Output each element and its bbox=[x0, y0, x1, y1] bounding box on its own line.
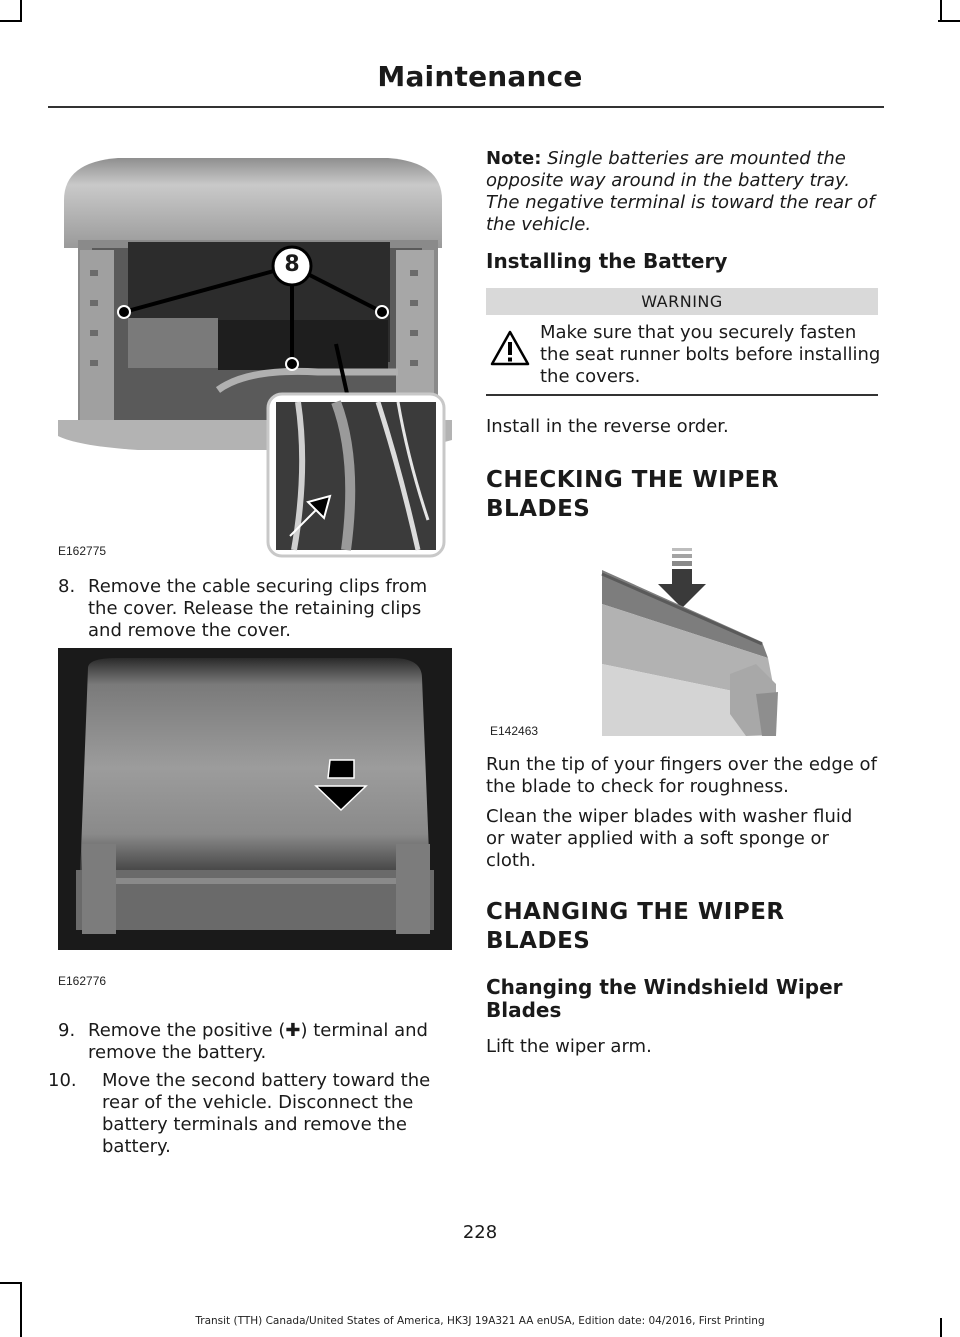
crop-mark bbox=[0, 20, 22, 22]
warning-rule bbox=[486, 394, 878, 396]
step-8 bbox=[58, 576, 450, 646]
install-text: Install in the reverse order. bbox=[486, 416, 729, 437]
crop-mark bbox=[20, 0, 22, 22]
step-number: 8. bbox=[58, 576, 76, 597]
warning-label: WARNING bbox=[486, 288, 878, 315]
step-number: 10. bbox=[48, 1070, 77, 1091]
windshield-heading: Changing the Windshield Wiper Blades bbox=[486, 975, 843, 1022]
step-number: 9. bbox=[58, 1020, 76, 1041]
warning-text: Make sure that you securely fasten the seat runner bolts before installing the covers. bbox=[540, 322, 881, 387]
figure-code: E142463 bbox=[490, 724, 539, 738]
crop-mark bbox=[938, 20, 960, 22]
note bbox=[486, 148, 882, 236]
step-9 bbox=[58, 1020, 450, 1066]
header-rule bbox=[48, 106, 884, 108]
battery-tray-figure bbox=[58, 140, 452, 560]
note-label: Note: bbox=[486, 148, 542, 169]
step-text: Move the second battery toward the rear of the vehicle. Disconnect the battery terminals and remove the battery. bbox=[102, 1070, 431, 1157]
step-10 bbox=[48, 1070, 450, 1162]
check-text-1: Run the tip of your fingers over the edge of the blade to check for roughness. bbox=[486, 754, 877, 797]
step-text: Remove the positive (✚) terminal and remove the battery. bbox=[88, 1020, 428, 1063]
checking-heading-line1: CHECKING THE WIPER bbox=[486, 467, 780, 493]
changing-heading-line2: BLADES bbox=[486, 928, 591, 954]
crop-mark bbox=[940, 0, 942, 22]
page-number: 228 bbox=[462, 1222, 498, 1243]
seat-cover-figure bbox=[58, 648, 452, 988]
changing-heading-line1: CHANGING THE WIPER bbox=[486, 899, 785, 925]
figure-code: E162775 bbox=[58, 544, 107, 558]
warning-icon bbox=[490, 330, 530, 366]
check-text-2: Clean the wiper blades with washer fluid or water applied with a soft sponge or cloth. bbox=[486, 806, 853, 871]
footer-text: Transit (TTH) Canada/United States of America, HK3J 19A321 AA enUSA, Edition date: 04/2016, First Printing bbox=[195, 1315, 765, 1327]
figure-code: E162776 bbox=[58, 974, 107, 988]
step-text: Remove the cable securing clips from the cover. Release the retaining clips and remove the cover. bbox=[88, 576, 428, 641]
lift-text: Lift the wiper arm. bbox=[486, 1036, 652, 1057]
crop-mark bbox=[0, 1282, 22, 1284]
crop-mark bbox=[20, 1282, 22, 1337]
installing-heading: Installing the Battery bbox=[486, 249, 728, 273]
callout-number: 8 bbox=[284, 252, 300, 277]
page-title: Maintenance bbox=[377, 60, 583, 93]
checking-heading-line2: BLADES bbox=[486, 496, 591, 522]
note-text: Single batteries are mounted the opposite way around in the battery tray. The negative terminal is toward the rear of the vehicle. bbox=[486, 148, 875, 235]
wiper-blade-figure bbox=[486, 544, 882, 740]
